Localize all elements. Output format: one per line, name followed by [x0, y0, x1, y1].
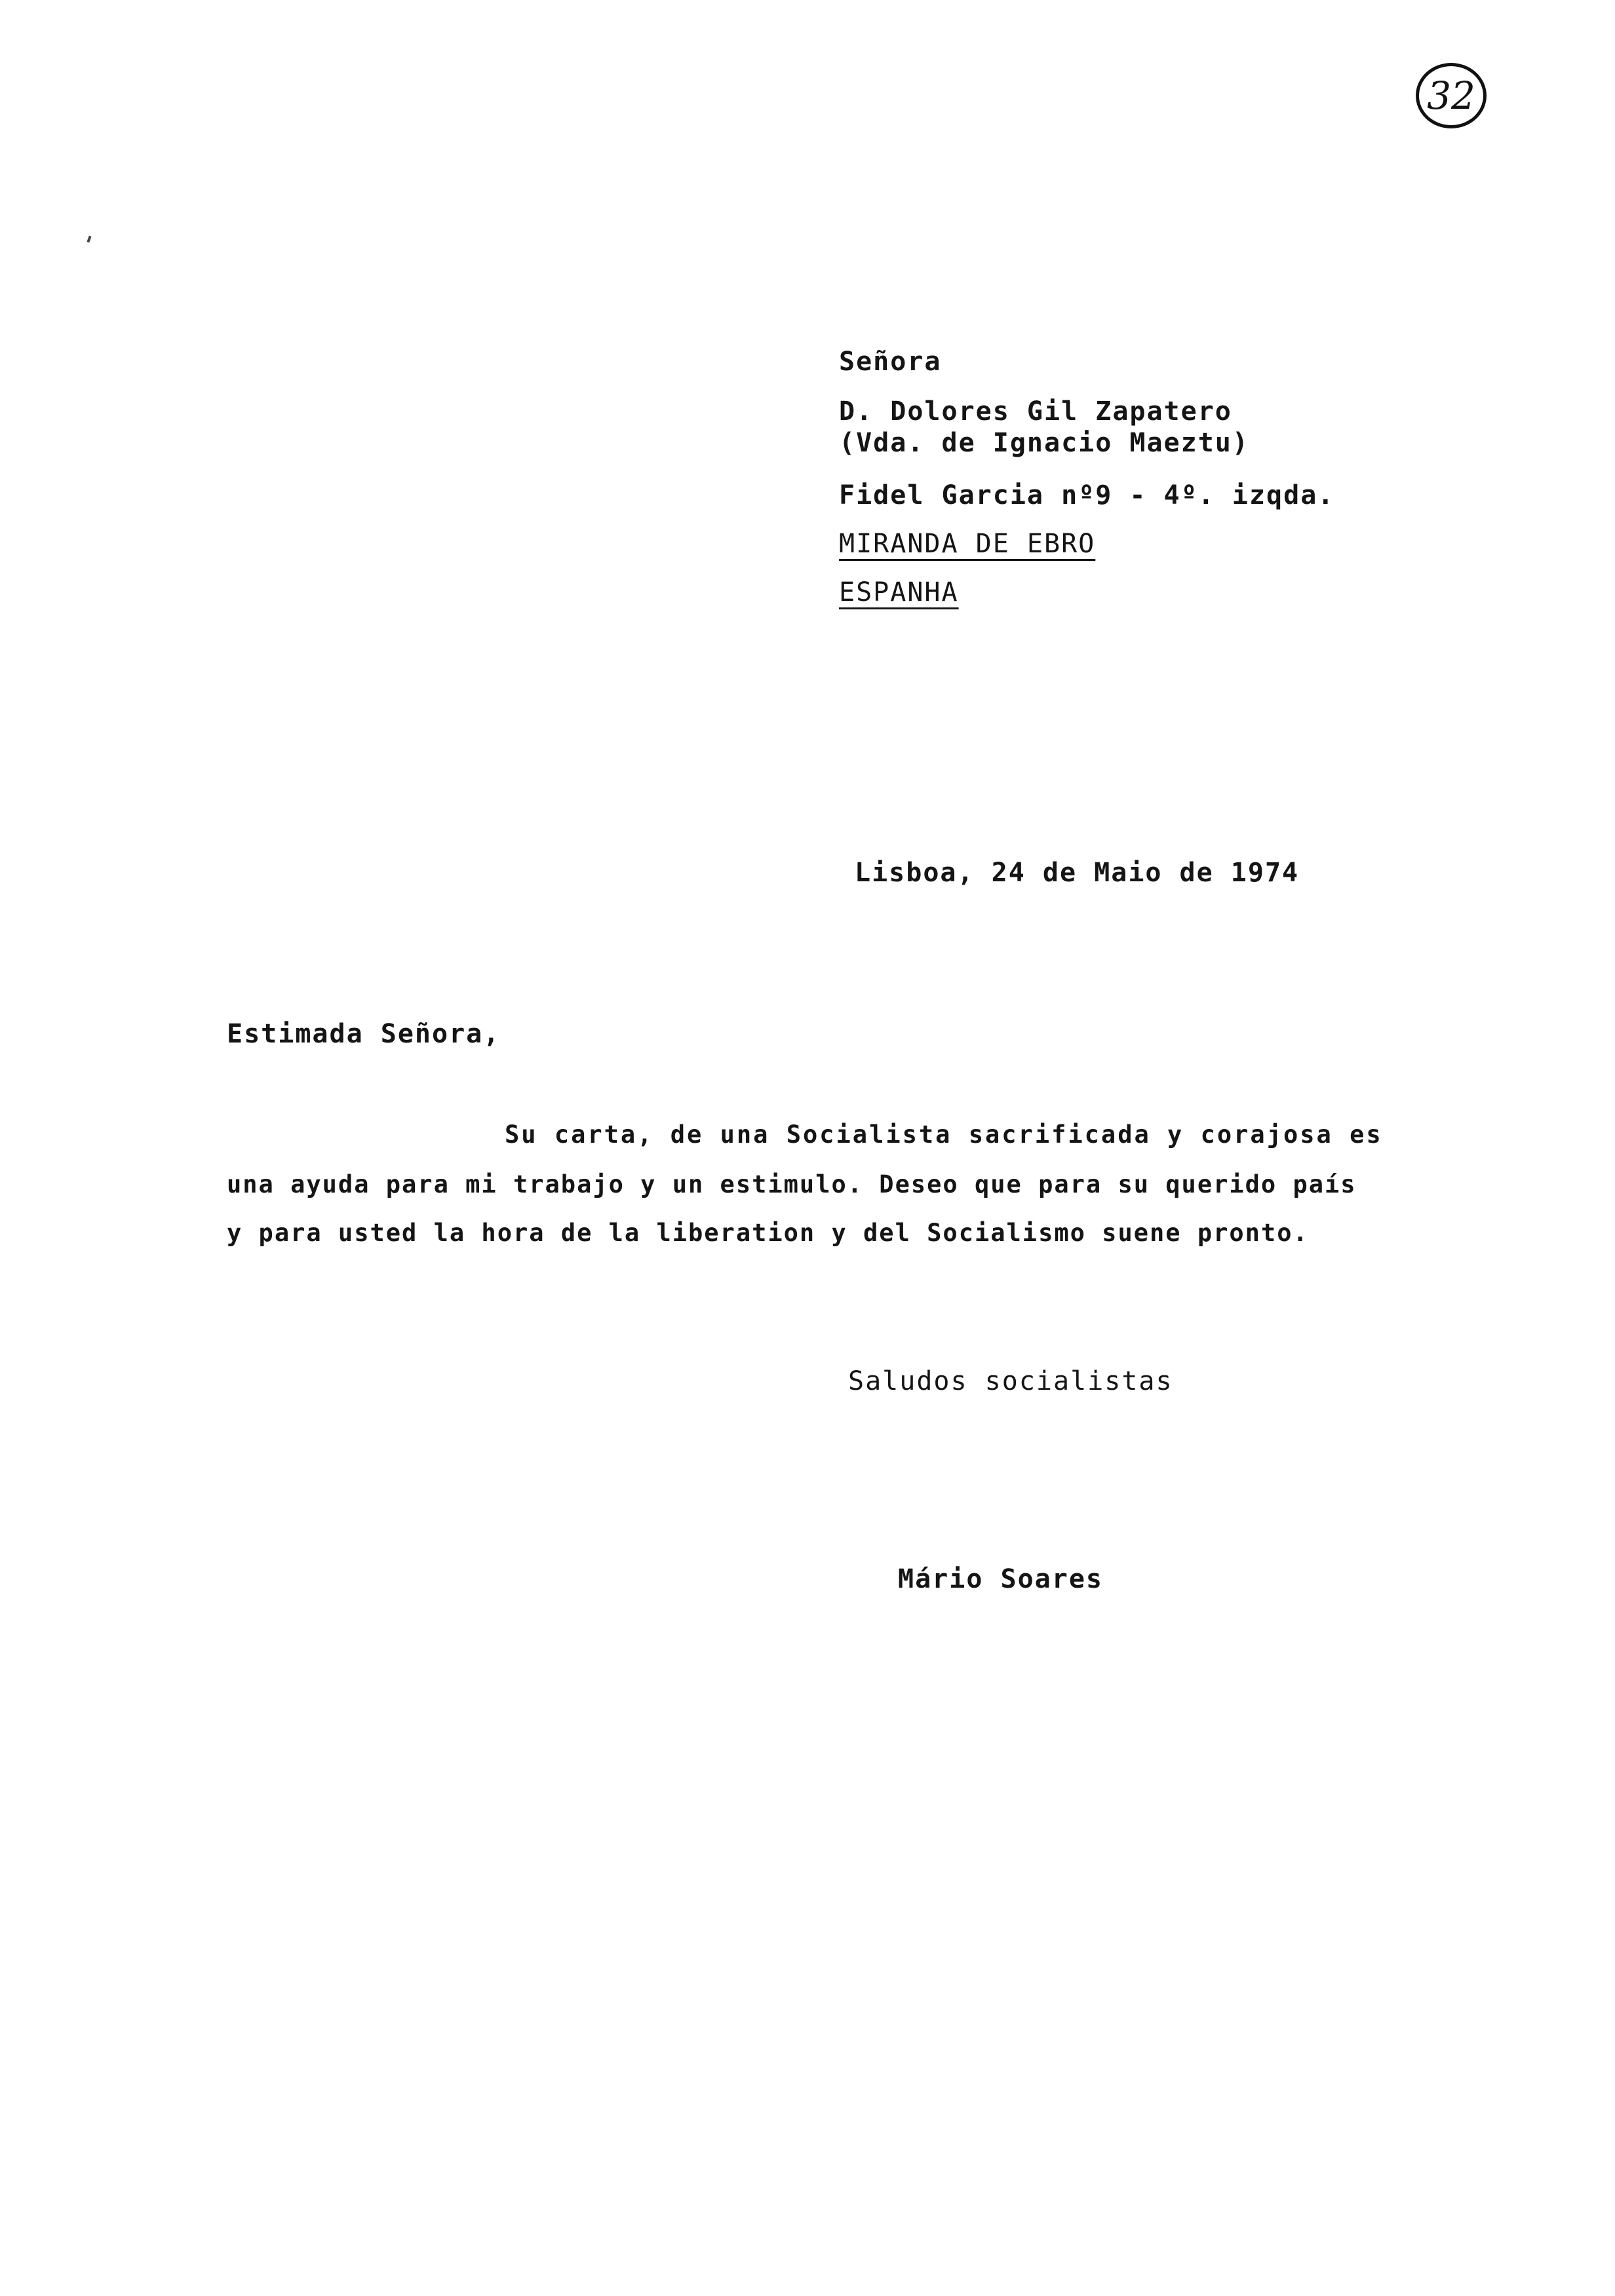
- stray-mark: [87, 236, 91, 243]
- recipient-country: ESPANHA: [839, 577, 959, 607]
- greeting: Estimada Señora,: [227, 1019, 501, 1049]
- recipient-title: Señora: [839, 347, 942, 377]
- closing: Saludos socialistas: [848, 1366, 1173, 1396]
- body-line-1: Su carta, de una Socialista sacrificada y corajosa es: [505, 1120, 1383, 1149]
- body-line-2: una ayuda para mi trabajo y un estimulo. Deseo que para su querido país: [227, 1170, 1357, 1198]
- recipient-city: MIRANDA DE EBRO: [839, 529, 1096, 559]
- recipient-street: Fidel Garcia nº9 - 4º. izqda.: [839, 480, 1335, 510]
- page-number-circled: 32: [1416, 63, 1487, 128]
- recipient-widow-line: (Vda. de Ignacio Maeztu): [839, 428, 1249, 458]
- signature-name: Mário Soares: [898, 1564, 1103, 1594]
- recipient-name: D. Dolores Gil Zapatero: [839, 396, 1232, 427]
- body-line-3: y para usted la hora de la liberation y del Socialismo suene pronto.: [227, 1219, 1309, 1247]
- date-line: Lisboa, 24 de Maio de 1974: [855, 858, 1300, 888]
